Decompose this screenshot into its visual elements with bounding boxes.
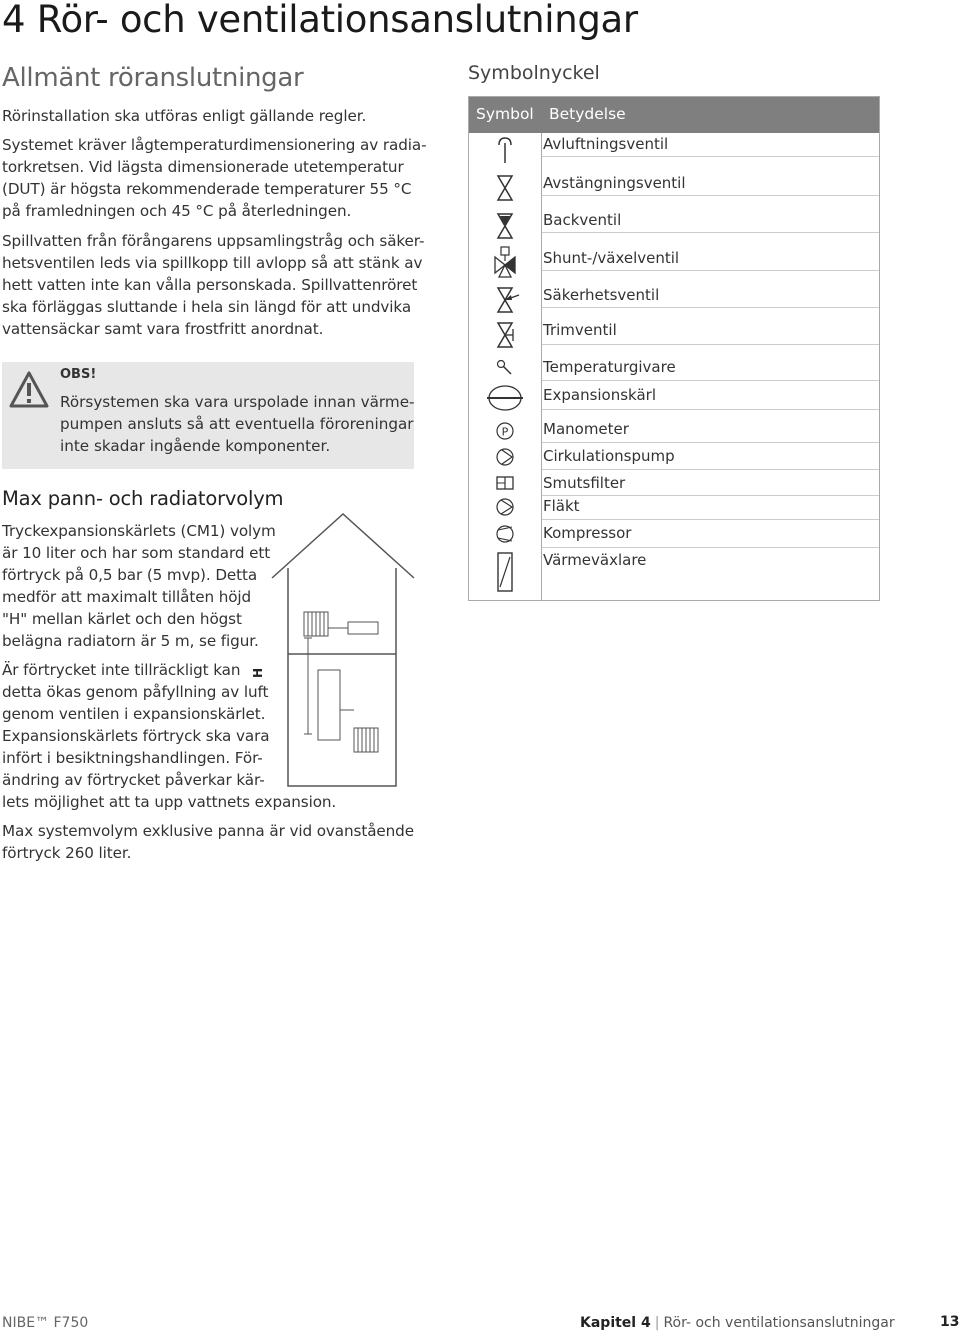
- intro-paragraph-3: Spillvatten från förångarens uppsamlingstråg och säker- hetsventilen leds via spillkopp till avlopp så att stänk av hett vatten inte kan vålla personskada. Spillvattenröret ska förläggas sluttande i hela sin längd för att undvika vattensäckar samt vara frostfritt anordnat.: [2, 232, 425, 338]
- safety-valve-icon: [469, 285, 541, 315]
- shunt-valve-icon: [469, 245, 541, 279]
- symbol-key-header: [469, 97, 879, 133]
- section-title: Allmänt röranslutningar: [2, 63, 304, 93]
- max-paragraph-3: Max systemvolym exklusive panna är vid ovanstående förtryck 260 liter.: [2, 822, 414, 862]
- vent-valve-icon: [469, 135, 541, 165]
- shutoff-valve-icon: [469, 173, 541, 203]
- footer-separator: |: [654, 1315, 660, 1331]
- check-valve-icon: [469, 211, 541, 241]
- symbol-label-dirt-filter: Smutsfilter: [543, 474, 626, 492]
- symbol-label-fan: Fläkt: [543, 497, 580, 515]
- column-header-symbol: Symbol: [476, 105, 534, 123]
- footer-chapter: [580, 1315, 895, 1331]
- svg-text:P: P: [501, 425, 509, 439]
- symbol-label-trim-valve: Trimventil: [543, 321, 617, 339]
- intro-paragraph-1: Rörinstallation ska utföras enligt gällande regler.: [2, 107, 367, 125]
- figure-height-label: H: [251, 667, 266, 679]
- symbol-label-temperature-sensor: Temperaturgivare: [543, 358, 676, 376]
- symbol-label-vent-valve: Avluftningsventil: [543, 135, 669, 153]
- max-paragraph-1: Tryckexpansionskärlets (CM1) volym är 10 liter och har som standard ett förtryck på 0,5 bar (5 mvp). Detta medför att maximalt tillåten höjd "H" mellan kärlet och den högst belägna radiatorn är 5 m, se figur.: [2, 522, 276, 650]
- heat-exchanger-icon: [469, 551, 541, 593]
- upper-radiator: [304, 612, 328, 636]
- symbol-label-check-valve: Backventil: [543, 211, 622, 229]
- footer-chapter-title: Rör- och ventilationsanslutningar: [663, 1315, 895, 1331]
- house-figure: [268, 510, 418, 790]
- warning-icon: [8, 370, 50, 410]
- compressor-icon: [469, 522, 541, 546]
- max-paragraph-2: Är förtrycket inte tillräckligt kan detta ökas genom påfyllning av luft genom ventilen i expansionskärlet. Expansionskärlets förtryck ska vara infört i besiktningshandlingen. För- ändring av förtrycket påverkar kär- lets möjlighet att ta upp vattnets expansion.: [2, 661, 337, 811]
- fan-icon: [469, 496, 541, 518]
- subsection-title: Max pann- och radiatorvolym: [2, 487, 284, 510]
- chapter-title: 4 Rör- och ventilationsanslutningar: [2, 0, 638, 41]
- footer-brand: NIBE™ F750: [2, 1315, 89, 1331]
- symbol-label-shunt-valve: Shunt-/växelventil: [543, 249, 680, 267]
- footer-chapter-label: Kapitel 4: [580, 1315, 651, 1331]
- lower-radiator: [354, 728, 378, 752]
- symbol-key-table: [468, 96, 880, 601]
- column-divider: [541, 133, 542, 601]
- temperature-sensor-icon: [469, 357, 541, 381]
- circulation-pump-icon: [469, 445, 541, 469]
- symbol-label-expansion-vessel: Expansionskärl: [543, 386, 657, 404]
- symbol-label-heat-exchanger: Värmeväxlare: [543, 551, 647, 569]
- symbol-key-heading: Symbolnyckel: [468, 62, 600, 84]
- symbol-label-safety-valve: Säkerhetsventil: [543, 286, 660, 304]
- symbol-label-manometer: Manometer: [543, 420, 629, 438]
- notice-label: OBS!: [60, 367, 97, 382]
- symbol-label-compressor: Kompressor: [543, 524, 632, 542]
- dirt-filter-icon: [469, 472, 541, 494]
- symbol-label-shutoff-valve: Avstängningsventil: [543, 174, 686, 192]
- expansion-vessel-icon: [469, 383, 541, 413]
- symbol-label-circulation-pump: Cirkulationspump: [543, 447, 675, 465]
- intro-paragraph-2: Systemet kräver lågtemperaturdimensionering av radia- torkretsen. Vid lägsta dimensionerade utetemperatur (DUT) är högsta rekommenderade temperaturer 55 °C på framledningen och 45 °C på återledningen.: [2, 136, 427, 220]
- manometer-icon: [469, 419, 541, 443]
- notice-text: Rörsystemen ska vara urspolade innan värme- pumpen ansluts så att eventuella föroreningar inte skadar ingående komponenter.: [60, 393, 415, 455]
- page-number: 13: [940, 1314, 960, 1330]
- column-header-meaning: Betydelse: [549, 105, 626, 123]
- trim-valve-icon: [469, 320, 541, 350]
